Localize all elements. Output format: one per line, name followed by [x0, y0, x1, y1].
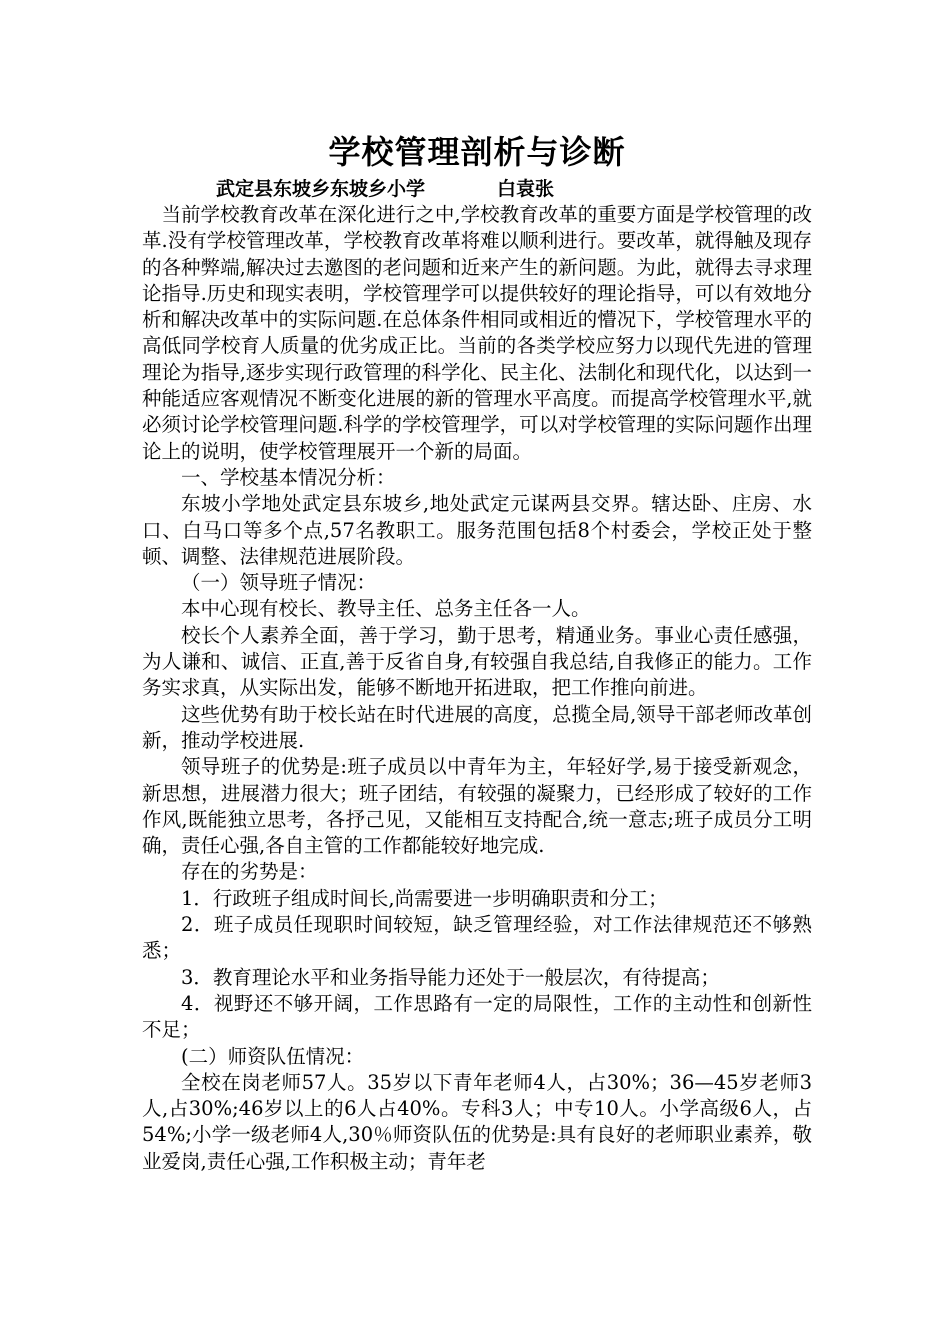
paragraph: 存在的劣势是：: [181, 860, 318, 884]
document-title: 学校管理剖析与诊断: [328, 133, 626, 171]
paragraph: 这些优势有助于校长站在时代进展的高度，总揽全局,领导干部老师改革创新，推动学校进展.: [142, 702, 812, 752]
byline: [142, 176, 812, 202]
paragraph: 东坡小学地处武定县东坡乡,地处武定元谋两县交界。辖达卧、庄房、水口、白马口等多个点,57名教职工。服务范围包括8个村委会，学校正处于整顿、调整、法律规范进展阶段。: [142, 492, 812, 568]
subsection-heading: (二）师资队伍情况：: [181, 1044, 365, 1068]
list-item: 3．教育理论水平和业务指导能力还处于一般层次，有待提高；: [181, 965, 720, 989]
subsection-heading: （一）领导班子情况：: [181, 571, 377, 595]
paragraph: 全校在岗老师57人。35岁以下青年老师4人，占30%；36—45岁老师3人,占30%;46岁以上的6人占40%。专科3人；中专10人。小学高级6人，占54%;小学一级老师4人,30％师资队伍的优势是:具有良好的老师职业素养，敬业爱岗,责任心强,工作积极主动；青年老: [142, 1070, 812, 1173]
paragraph: 校长个人素养全面，善于学习，勤于思考，精通业务。事业心责任感强，为人谦和、诚信、正直,善于反省自身,有较强自我总结,自我修正的能力。工作务实求真，从实际出发，能够不断地开拓进取，把工作推向前进。: [142, 623, 812, 700]
paragraph: 当前学校教育改革在深化进行之中,学校教育改革的重要方面是学校管理的改革.没有学校管理改革，学校教育改革将难以顺利进行。要改革，就得触及现存的各种弊端,解决过去邀图的老问题和近来产生的新问题。为此，就得去寻求理论指导.历史和现实表明，学校管理学可以提供较好的理论指导，可以有效地分析和解决改革中的实际问题.在总体条件相同或相近的懵况下，学校管理水平的高低同学校育人质量的优劣成正比。当前的各类学校应努力以现代先进的管理理论为指导,逐步实现行政管理的科学化、民主化、法制化和现代化，以达到一种能适应客观情况不断变化进展的新的管理水平高度。而提高学校管理水平,就必须讨论学校管理问题.科学的学校管理学，可以对学校管理的实际问题作出理论上的说明，使学校管理展开一个新的局面。: [142, 203, 812, 463]
section-heading: 一、学校基本情况分析：: [181, 465, 396, 489]
document-body: [142, 202, 812, 1175]
paragraph: 领导班子的优势是:班子成员以中青年为主，年轻好学,易于接受新观念，新思想，进展潜力很大；班子团结，有较强的凝聚力，已经形成了较好的工作作风,既能独立思考，各抒己见，又能相互支持配合,统一意志;班子成员分工明确，责任心强,各自主管的工作都能较好地完成.: [142, 755, 812, 858]
author-name: 白袁张: [497, 178, 555, 200]
list-item: 4．视野还不够开阔，工作思路有一定的局限性，工作的主动性和创新性不足；: [142, 991, 812, 1042]
list-item: 2．班子成员任现职时间较短，缺乏管理经验，对工作法律规范还不够熟悉；: [142, 913, 812, 963]
paragraph: 本中心现有校长、教导主任、总务主任各一人。: [181, 597, 591, 621]
document-page: [142, 128, 812, 1175]
list-item: 1．行政班子组成时间长,尚需要进一步明确职责和分工；: [181, 886, 668, 910]
school-name: 武定县东坡乡东坡乡小学: [216, 178, 426, 200]
